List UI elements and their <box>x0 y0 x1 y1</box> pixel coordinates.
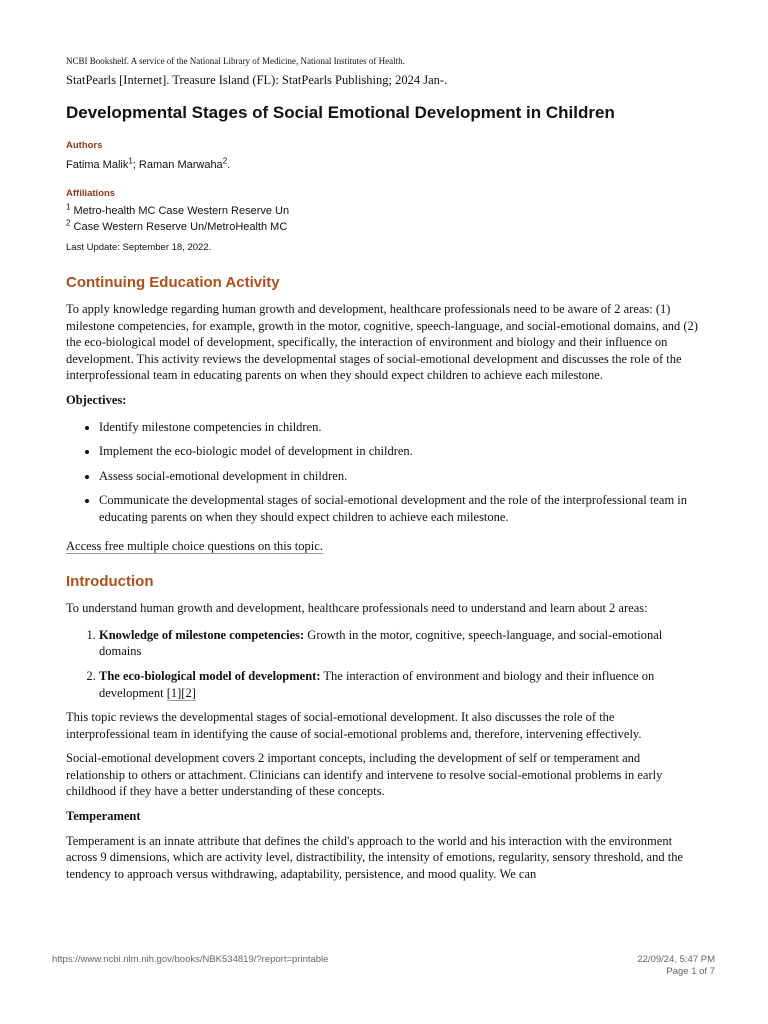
author-name: Raman Marwaha <box>138 159 223 171</box>
list-item <box>99 627 698 660</box>
temperament-paragraph: Temperament is an innate attribute that defines the child's approach to the world and his interaction with the environment across 9 dimensions, which are activity level, distractibility, the intensity of emotions, regularity, sensory threshold, and the tendency to approach versus withdrawing, adaptability, persistence, and mood quality. We can <box>66 833 683 881</box>
access-questions-link[interactable]: Access free multiple choice questions on this topic. <box>66 538 323 553</box>
ncbi-bookshelf-notice: NCBI Bookshelf. A service of the National Library of Medicine, National Institutes of Health. <box>66 56 405 66</box>
authors-label: Authors <box>66 140 103 151</box>
author-affiliation-ref: 2 <box>222 156 228 166</box>
temperament-heading: Temperament <box>66 809 141 824</box>
cea-paragraph: To apply knowledge regarding human growth and development, healthcare professionals need to be aware of 2 areas: (1) milestone competencies, for example, growth in the motor, cognitive, speech-language, and social-emotional domains, and (2) the eco-biological model of development, specifically, the interaction of environment and biology and their influence on development. This activity reviews the developmental stages of social-emotional development and discusses the role of the interprofessional team in educating parents on when they should expect children to achieve each milestone. <box>66 302 698 383</box>
affiliation-number: 2 <box>66 218 71 228</box>
page-title: Developmental Stages of Social Emotional Development in Children <box>66 103 615 122</box>
list-item: • Communicate the developmental stages of social-emotional development and the role of the interprofessional team in educating parents on when they should expect children to achieve each milestone. <box>99 492 698 525</box>
section-heading-cea: Continuing Education Activity <box>66 274 280 291</box>
access-questions-paragraph <box>66 538 698 555</box>
affiliation-text: Case Western Reserve Un/MetroHealth MC <box>73 221 288 233</box>
footer-meta <box>637 954 715 978</box>
last-update: Last Update: September 18, 2022. <box>66 242 212 253</box>
authors-line <box>66 157 698 173</box>
intro-paragraph: Social-emotional development covers 2 important concepts, including the development of self or temperament and relationship to others or attachment. Clinicians can identify and intervene to resolve social-emotional problems in early childhood if they have a better understanding of these concepts. <box>66 751 663 799</box>
author-separator: ; <box>132 159 139 171</box>
objectives-list <box>66 419 698 526</box>
objectives-label: Objectives: <box>66 392 127 407</box>
citation-line: StatPearls [Internet]. Treasure Island (FL): StatPearls Publishing; 2024 Jan-. <box>66 73 448 87</box>
list-item: • Implement the eco-biologic model of development in children. <box>99 443 698 460</box>
intro-paragraph: To understand human growth and development, healthcare professionals need to understand and learn about 2 areas: <box>66 601 648 616</box>
footer-url: https://www.ncbi.nlm.nih.gov/books/NBK534819/?report=printable <box>52 954 329 965</box>
reference-links[interactable]: [1][2] <box>166 685 196 700</box>
list-item-text: Growth in the motor, cognitive, speech-language, and social-emotional domains <box>99 627 663 659</box>
affiliation-item <box>66 219 698 235</box>
author-name: Fatima Malik <box>66 159 129 171</box>
footer-page-number: Page 1 of 7 <box>666 966 715 977</box>
list-item: • Identify milestone competencies in children. <box>99 419 698 436</box>
list-item-term: Knowledge of milestone competencies: <box>99 627 305 642</box>
affiliation-number: 1 <box>66 202 71 212</box>
intro-numbered-list <box>66 627 698 701</box>
footer-datetime: 22/09/24, 5:47 PM <box>637 954 715 965</box>
affiliation-text: Metro-health MC Case Western Reserve Un <box>73 205 290 217</box>
list-item <box>99 668 698 701</box>
author-affiliation-ref: 1 <box>128 156 133 166</box>
affiliations-list <box>66 203 698 235</box>
list-item-text: The interaction of environment and biology and their influence on development <box>99 668 655 700</box>
section-heading-introduction: Introduction <box>66 573 154 591</box>
document-page <box>66 52 698 882</box>
author-end: . <box>227 159 231 171</box>
affiliation-item <box>66 203 698 219</box>
list-item: • Assess social-emotional development in children. <box>99 468 698 485</box>
intro-paragraph: This topic reviews the developmental stages of social-emotional development. It also discusses the role of the interprofessional team in identifying the cause of social-emotional problems and, therefore, intervening effectively. <box>66 710 642 741</box>
affiliations-label: Affiliations <box>66 188 116 199</box>
list-item-term: The eco-biological model of development: <box>99 668 321 683</box>
